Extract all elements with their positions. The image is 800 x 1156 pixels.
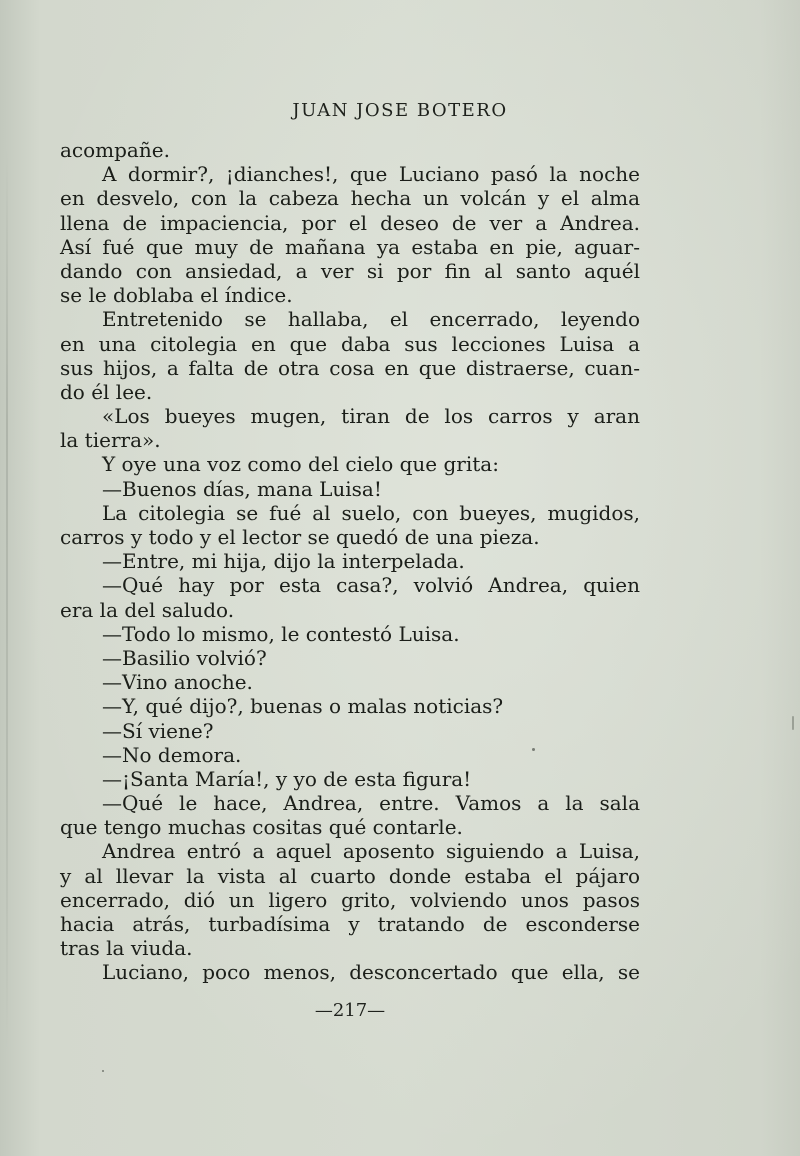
text-line: era la del saludo.: [60, 597, 235, 622]
text-line: en desvelo, con la cabeza hecha un volcán y el alma: [60, 186, 640, 211]
text-line: llena de impaciencia, por el deseo de ver a Andrea.: [60, 210, 640, 235]
page-fold-mark: [792, 716, 794, 730]
page-number: —217—: [314, 1000, 386, 1021]
page-edge-shadow: [6, 150, 8, 1050]
text-line: —Basilio volvió?: [102, 645, 267, 670]
text-line: Así fué que muy de mañana ya estaba en pie, aguar-: [60, 234, 640, 259]
text-line: do él lee.: [60, 379, 153, 404]
text-line: Entretenido se hallaba, el encerrado, leyendo: [102, 307, 640, 332]
text-line: —Qué hay por esta casa?, volvió Andrea, quien: [102, 573, 640, 598]
text-line: Andrea entró a aquel aposento siguiendo a Luisa,: [102, 839, 640, 864]
text-line: —No demora.: [102, 742, 242, 767]
text-line: —Y, qué dijo?, buenas o malas noticias?: [102, 694, 504, 719]
text-line: Y oye una voz como del cielo que grita:: [102, 452, 499, 477]
text-line: sus hijos, a falta de otra cosa en que distraerse, cuan-: [60, 355, 640, 380]
text-line: hacia atrás, turbadísima y tratando de esconderse: [60, 912, 640, 936]
running-title: JUAN JOSE BOTERO: [292, 100, 508, 121]
text-line: dando con ansiedad, a ver si por fin al santo aquél: [60, 258, 640, 283]
text-line: —Sí viene?: [102, 718, 214, 743]
text-line: la tierra».: [60, 428, 161, 453]
body-text: [60, 138, 640, 985]
text-line: tras la viuda.: [60, 936, 193, 961]
text-line: carros y todo y el lector se quedó de una pieza.: [60, 525, 540, 549]
text-line: —Buenos días, mana Luisa!: [102, 476, 382, 501]
text-line: «Los bueyes mugen, tiran de los carros y aran: [102, 404, 640, 429]
text-line: La citolegia se fué al suelo, con bueyes, mugidos,: [102, 500, 640, 525]
text-line: en una citolegia en que daba sus lecciones Luisa a: [60, 331, 640, 356]
text-line: —Entre, mi hija, dijo la interpelada.: [102, 549, 465, 574]
text-line: y al llevar la vista al cuarto donde estaba el pájaro: [60, 863, 640, 888]
text-line: —Todo lo mismo, le contestó Luisa.: [102, 621, 460, 646]
ink-speck: [102, 1070, 104, 1072]
ink-speck: [532, 748, 535, 751]
text-line: se le doblaba el índice.: [60, 283, 293, 308]
text-line: A dormir?, ¡dianches!, que Luciano pasó la noche: [102, 162, 640, 187]
text-line: encerrado, dió un ligero grito, volviendo unos pasos: [60, 887, 640, 912]
text-line: —Qué le hace, Andrea, entre. Vamos a la sala: [102, 791, 640, 816]
text-line: acompañe.: [60, 138, 170, 162]
text-line: Luciano, poco menos, desconcertado que ella, se: [102, 960, 640, 985]
text-line: que tengo muchas cositas qué contarle.: [60, 815, 463, 840]
text-line: —Vino anoche.: [102, 670, 253, 695]
text-line: —¡Santa María!, y yo de esta figura!: [102, 766, 472, 791]
